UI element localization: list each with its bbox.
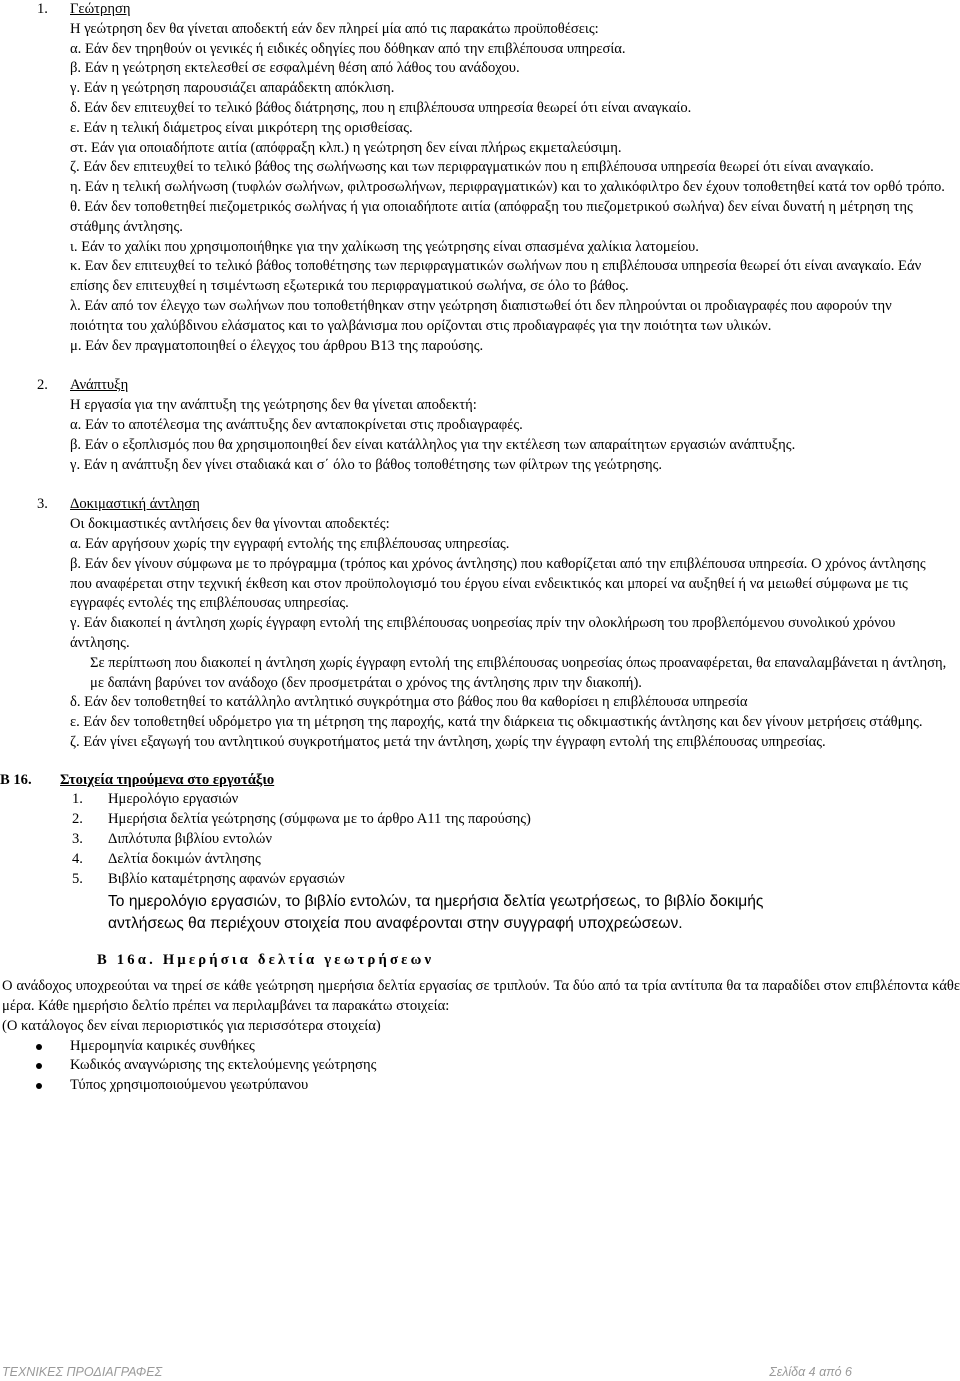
paragraph: ε. Εάν η τελική διάμετρος είναι μικρότερη της ορισθείσας. [70,119,413,136]
paragraph: Η γεώτρηση δεν θα γίνεται αποδεκτή εάν δεν πληρεί μία από τις παρακάτω προϋποθέσεις: [70,20,599,37]
bullet-item [0,1076,960,1096]
paragraph: α. Εάν δεν τηρηθούν οι γενικές ή ειδικές οδηγίες που δόθηκαν από την επιβλέπουσα υπηρεσία. [70,40,626,57]
paragraph: ζ. Εάν γίνει εξαγωγή του αντλητικού συγκροτήματος μετά την άντληση, χωρίς την έγγραφη εντολή της επιβλέπουσας υπηρεσίας. [70,733,826,750]
paragraph: στ. Εάν για οποιαδήποτε αιτία (απόφραξη κλπ.) η γεώτρηση δεν είναι πλήρως εκμεταλεύσιμη. [70,139,622,156]
paragraph: δ. Εάν δεν τοποθετηθεί το κατάλληλο αντλητικό συγκρότημα στο βάθος που θα καθορίσει η επιβλέπουσα υπηρεσία [70,694,748,711]
list-text: Ημερολόγιο εργασιών [108,791,239,808]
list-number: 1. [72,791,83,808]
paragraph: β. Εάν η γεώτρηση εκτελεσθεί σε εσφαλμένη θέση από λάθος του ανάδοχου. [70,60,520,77]
b16-note: Το ημερολόγιο εργασιών, το βιβλίο εντολών, τα ημερήσια δελτία γεωτρήσεως, το βιβλίο δοκιμής αντλήσεως θα περιέχουν στοιχεία που αναφέρονται στην συγγραφή υποχρεώσεων. [108,893,764,933]
section-1 [0,0,960,356]
paragraph: ι. Εάν το χαλίκι που χρησιμοποιήθηκε για την χαλίκωση της γεώτρησης είναι σπασμένα χαλίκια λατομείου. [70,238,699,255]
paragraph: α. Εάν το αποτέλεσμα της ανάπτυξης δεν ανταποκρίνεται στις προδιαγραφές. [70,416,523,433]
b16-heading [0,771,960,791]
section-3-number: 3. [37,496,48,513]
list-number: 2. [72,811,83,828]
section-3 [0,495,960,752]
section-3-heading [0,495,960,515]
paragraph: γ. Εάν η γεώτρηση παρουσιάζει απαράδεκτη απόκλιση. [70,80,395,97]
b16a-bullet-list [0,1037,960,1096]
list-number: 4. [72,850,83,867]
list-text: Ημερήσια δελτία γεώτρησης (σύμφωνα με το άρθρο Α11 της παρούσης) [108,811,531,828]
list-number: 3. [72,831,83,848]
footer-page-number: Σελίδα 4 από 6 [769,1365,852,1379]
b16a-body [0,977,960,1036]
section-3-title: Δοκιμαστική άντληση [70,496,200,513]
section-1-title: Γεώτρηση [70,1,131,17]
list-item [0,870,960,890]
bullet-icon [36,1044,42,1050]
section-2-number: 2. [37,377,48,394]
bullet-icon [36,1083,42,1089]
list-text: Διπλότυπα βιβλίου εντολών [108,831,272,848]
paragraph: Ο ανάδοχος υποχρεούται να τηρεί σε κάθε γεώτρηση ημερήσια δελτία εργασίας σε τριπλούν. Τα δύο από τα τρία αντίτυπα θα τα παραδίδει στον επιβλέποντα κάθε μέρα. Κάθε ημερήσιο δελτίο πρέπει να περιλαμβάνει τα παρακάτω στοιχεία: [2,978,960,1015]
list-item [0,810,960,830]
section-3-body [0,515,960,753]
bullet-text: Τύπος χρησιμοποιούμενου γεωτρύπανου [70,1077,309,1094]
paragraph: λ. Εάν από τον έλεγχο των σωλήνων που τοποθετήθηκαν στην γεώτρηση διαπιστωθεί ότι δεν πληρούνται οι προδιαγραφές που αφορούν την ποιότητα του χαλύβδινου ελάσματος και το γαλβάνισμα που ορίζονται στις προδιαγραφές για την ποιότητα των υλικών. [70,297,892,334]
list-item [0,830,960,850]
list-item [0,790,960,810]
section-2-title: Ανάπτυξη [70,377,129,394]
bullet-item [0,1037,960,1057]
paragraph: Η εργασία για την ανάπτυξη της γεώτρησης δεν θα γίνεται αποδεκτή: [70,397,477,414]
footer-title: ΤΕΧΝΙΚΕΣ ΠΡΟΔΙΑΓΡΑΦΕΣ [2,1365,163,1379]
b16-number: Β 16. [0,771,32,788]
paragraph: (Ο κατάλογος δεν είναι περιοριστικός για περισσότερα στοιχεία) [2,1017,381,1034]
b16-list [0,790,960,889]
paragraph: α. Εάν αργήσουν χωρίς την εγγραφή εντολής της επιβλέπουσας υπηρεσίας. [70,535,510,552]
list-item [0,850,960,870]
section-1-number: 1. [37,1,48,17]
bullet-text: Ημερομηνία καιρικές συνθήκες [70,1037,255,1054]
list-text: Βιβλίο καταμέτρησης αφανών εργασιών [108,870,345,887]
list-text: Δελτία δοκιμών άντλησης [108,850,261,867]
paragraph: ζ. Εάν δεν επιτευχθεί το τελικό βάθος της σωλήνωσης και των περιφραγματικών που η επιβλέπουσα υπηρεσία θεωρεί ότι είναι αναγκαίο. [70,159,874,176]
bullet-item [0,1056,960,1076]
section-1-heading [0,0,960,20]
section-1-body [0,20,960,357]
paragraph: θ. Εάν δεν τοποθετηθεί πιεζομετρικός σωλήνας ή για οποιαδήποτε αιτία (απόφραξη του πιεζομετρικού σωλήνα) δεν είναι δυνατή η μέτρηση της στάθμης άντλησης. [70,198,913,235]
section-2-heading [0,376,960,396]
paragraph: μ. Εάν δεν πραγματοποιηθεί ο έλεγχος του άρθρου Β13 της παρούσης. [70,337,484,354]
bullet-icon [36,1063,42,1069]
b16a-heading: Β 16α. Ημερήσια δελτία γεωτρήσεων [97,952,435,969]
paragraph: β. Εάν δεν γίνουν σύμφωνα με το πρόγραμμα (τρόπος και χρόνος άντλησης) που καθορίζεται από την επιβλέπουσα υπηρεσία. Ο χρόνος άντλησης που αναφέρεται στην τεχνική έκθεση και στον προϋπολογισμό του έργου είναι ενδεικτικός και μπορεί να αυξηθεί ή να μειωθεί σύμφωνα με τις εγγραφές εντολές της επιβλέπουσας υπηρεσίας. [70,555,926,612]
paragraph: Οι δοκιμαστικές αντλήσεις δεν θα γίνονται αποδεκτές: [70,516,390,533]
list-number: 5. [72,870,83,887]
paragraph: ε. Εάν δεν τοποθετηθεί υδρόμετρο για τη μέτρηση της παροχής, κατά την διάρκεια τις οδκιμαστικής άντλησης και δεν γίνουν μετρήσεις στάθμης. [70,714,923,731]
paragraph: κ. Εαν δεν επιτευχθεί το τελικό βάθος τοποθέτησης των περιφραγματικών σωλήνων που η επιβλέπουσα υπηρεσία θεωρεί ότι είναι αναγκαίο. Εάν επίσης δεν επιτευχθεί η τσιμέντωση εξωτερικά του περιφραγματικού σωλήνα, σε όλο το βάθος. [70,258,922,295]
paragraph: γ. Εάν η ανάπτυξη δεν γίνει σταδιακά και σ΄ όλο το βάθος τοποθέτησης των φίλτρων της γεώτρησης. [70,456,663,473]
section-2-body [0,396,960,475]
indented-paragraph: Σε περίπτωση που διακοπεί η άντληση χωρίς έγγραφη εντολή της επιβλέπουσας υοηρεσίας όπως προαναφέρεται, θα επαναλαμβάνεται η άντληση, με δαπάνη βαρύνει τον ανάδοχο (δεν προσμετράται ο χρόνος της άντλησης πριν την διακοπή). [90,654,947,691]
bullet-text: Κωδικός αναγνώρισης της εκτελούμενης γεώτρησης [70,1057,377,1074]
paragraph: δ. Εάν δεν επιτευχθεί το τελικό βάθος διάτρησης, που η επιβλέπουσα υπηρεσία θεωρεί ότι είναι αναγκαίο. [70,99,692,116]
section-2 [0,376,960,475]
paragraph: η. Εάν η τελική σωλήνωση (τυφλών σωλήνων, φιλτροσωλήνων, περιφραγματικών) και το χαλικόφιλτρο δεν έχουν τοποθετηθεί κατά τον ορθό τρόπο. [70,179,945,196]
b16-title: Στοιχεία τηρούμενα στο εργοτάξιο [60,771,275,788]
paragraph: β. Εάν ο εξοπλισμός που θα χρησιμοποιηθεί δεν είναι κατάλληλος για την εκτέλεση των απαραίτητων εργασιών ανάπτυξης. [70,436,796,453]
paragraph: γ. Εάν διακοπεί η άντληση χωρίς έγγραφη εντολή της επιβλέπουσας υοηρεσίας πρίν την ολοκλήρωση του προβλεπόμενου συνολικού χρόνου άντλησης. [70,615,896,651]
